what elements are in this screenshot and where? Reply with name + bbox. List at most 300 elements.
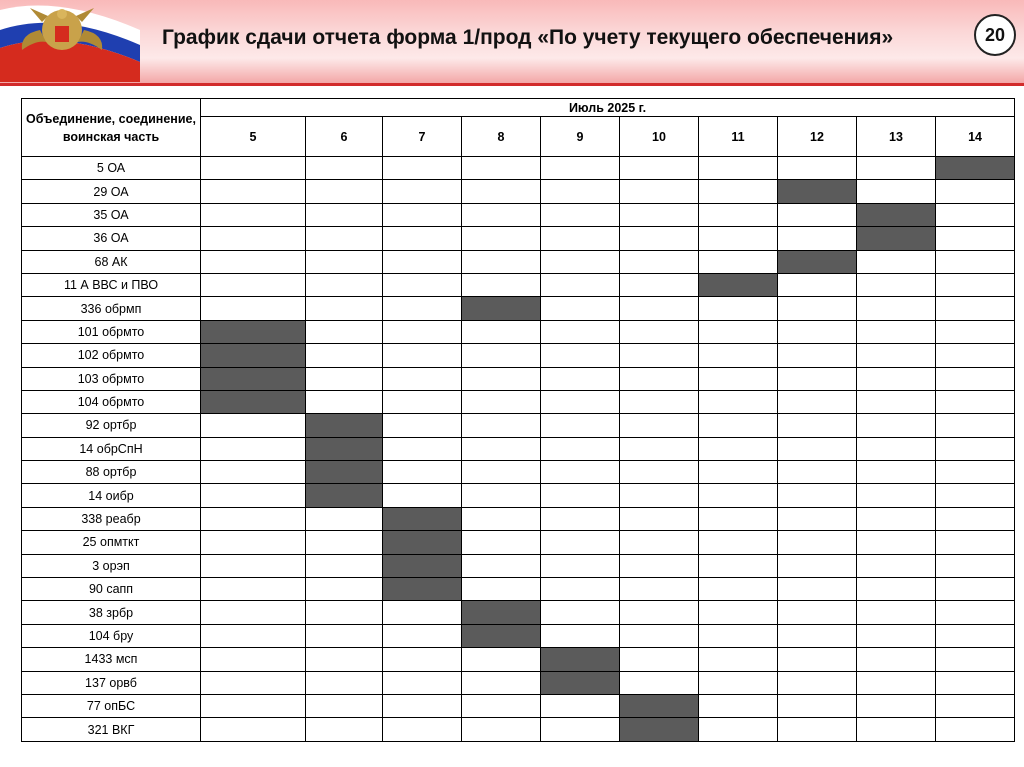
day-cell <box>699 227 778 250</box>
day-cell <box>306 367 383 390</box>
day-cell <box>857 180 936 203</box>
day-cell <box>462 671 541 694</box>
day-cell <box>778 648 857 671</box>
unit-name-cell: 3 орэп <box>22 554 201 577</box>
day-cell <box>462 344 541 367</box>
day-cell <box>462 157 541 180</box>
unit-name-cell: 68 АК <box>22 250 201 273</box>
table-row <box>22 227 1015 250</box>
day-cell <box>201 554 306 577</box>
unit-name-cell: 14 обрСпН <box>22 437 201 460</box>
day-cell <box>383 694 462 717</box>
day-cell <box>699 484 778 507</box>
day-cell <box>541 507 620 530</box>
day-cell <box>620 484 699 507</box>
day-cell <box>699 344 778 367</box>
day-header-7: 7 <box>383 117 462 157</box>
scheduled-day-cell <box>383 507 462 530</box>
day-cell <box>699 367 778 390</box>
day-cell <box>620 180 699 203</box>
unit-name-cell: 338 реабр <box>22 507 201 530</box>
table-row <box>22 414 1015 437</box>
day-cell <box>306 648 383 671</box>
day-cell <box>306 203 383 226</box>
day-cell <box>541 273 620 296</box>
schedule-body <box>22 157 1015 742</box>
day-cell <box>462 250 541 273</box>
scheduled-day-cell <box>620 694 699 717</box>
day-cell <box>936 461 1015 484</box>
day-cell <box>462 507 541 530</box>
day-cell <box>383 367 462 390</box>
day-cell <box>857 367 936 390</box>
day-cell <box>778 437 857 460</box>
table-row <box>22 390 1015 413</box>
day-cell <box>936 601 1015 624</box>
day-cell <box>541 250 620 273</box>
table-row <box>22 531 1015 554</box>
page-number-badge: 20 <box>974 14 1016 56</box>
day-cell <box>383 227 462 250</box>
day-cell <box>462 578 541 601</box>
day-cell <box>699 250 778 273</box>
day-cell <box>857 273 936 296</box>
day-cell <box>541 367 620 390</box>
scheduled-day-cell <box>541 648 620 671</box>
day-cell <box>936 578 1015 601</box>
day-cell <box>857 157 936 180</box>
day-cell <box>383 414 462 437</box>
day-cell <box>201 694 306 717</box>
day-header-14: 14 <box>936 117 1015 157</box>
day-cell <box>541 694 620 717</box>
day-cell <box>462 227 541 250</box>
day-cell <box>383 250 462 273</box>
day-cell <box>462 180 541 203</box>
day-cell <box>936 437 1015 460</box>
day-cell <box>541 227 620 250</box>
day-cell <box>857 250 936 273</box>
day-cell <box>201 203 306 226</box>
day-cell <box>699 718 778 741</box>
day-cell <box>936 531 1015 554</box>
day-cell <box>778 718 857 741</box>
day-cell <box>201 718 306 741</box>
table-row <box>22 367 1015 390</box>
day-cell <box>778 390 857 413</box>
day-cell <box>778 203 857 226</box>
day-cell <box>778 461 857 484</box>
day-cell <box>699 180 778 203</box>
day-cell <box>857 414 936 437</box>
day-cell <box>383 344 462 367</box>
scheduled-day-cell <box>620 718 699 741</box>
day-cell <box>778 624 857 647</box>
day-cell <box>936 624 1015 647</box>
table-row <box>22 484 1015 507</box>
day-cell <box>383 601 462 624</box>
scheduled-day-cell <box>462 624 541 647</box>
day-cell <box>462 390 541 413</box>
unit-name-cell: 104 обрмто <box>22 390 201 413</box>
day-cell <box>306 601 383 624</box>
day-cell <box>857 718 936 741</box>
table-row <box>22 344 1015 367</box>
unit-name-cell: 11 А ВВС и ПВО <box>22 273 201 296</box>
unit-name-cell: 104 бру <box>22 624 201 647</box>
day-cell <box>620 507 699 530</box>
day-cell <box>541 344 620 367</box>
scheduled-day-cell <box>383 554 462 577</box>
day-cell <box>620 671 699 694</box>
day-cell <box>306 390 383 413</box>
day-cell <box>857 320 936 343</box>
unit-name-cell: 90 сапп <box>22 578 201 601</box>
day-cell <box>699 601 778 624</box>
day-cell <box>936 694 1015 717</box>
day-cell <box>306 250 383 273</box>
day-cell <box>201 250 306 273</box>
day-header-13: 13 <box>857 117 936 157</box>
day-cell <box>383 320 462 343</box>
day-cell <box>936 390 1015 413</box>
day-cell <box>201 648 306 671</box>
scheduled-day-cell <box>541 671 620 694</box>
scheduled-day-cell <box>383 531 462 554</box>
day-cell <box>699 578 778 601</box>
unit-name-cell: 336 обрмп <box>22 297 201 320</box>
day-cell <box>778 671 857 694</box>
day-cell <box>620 437 699 460</box>
day-cell <box>462 554 541 577</box>
day-cell <box>541 554 620 577</box>
scheduled-day-cell <box>857 227 936 250</box>
scheduled-day-cell <box>383 578 462 601</box>
table-row <box>22 437 1015 460</box>
day-cell <box>936 414 1015 437</box>
day-cell <box>699 531 778 554</box>
day-cell <box>541 437 620 460</box>
day-cell <box>936 554 1015 577</box>
day-cell <box>699 203 778 226</box>
day-cell <box>541 414 620 437</box>
day-cell <box>462 320 541 343</box>
day-cell <box>383 671 462 694</box>
day-cell <box>778 578 857 601</box>
unit-name-cell: 77 опБС <box>22 694 201 717</box>
unit-name-cell: 321 ВКГ <box>22 718 201 741</box>
day-cell <box>778 554 857 577</box>
day-cell <box>936 344 1015 367</box>
day-cell <box>699 694 778 717</box>
day-cell <box>699 507 778 530</box>
table-row <box>22 624 1015 647</box>
page-title: График сдачи отчета форма 1/прод «По учету текущего обеспечения» <box>162 26 894 49</box>
day-cell <box>778 694 857 717</box>
day-cell <box>620 250 699 273</box>
day-cell <box>201 414 306 437</box>
day-cell <box>936 320 1015 343</box>
day-cell <box>306 624 383 647</box>
day-cell <box>462 437 541 460</box>
day-cell <box>306 531 383 554</box>
day-cell <box>306 507 383 530</box>
day-cell <box>541 390 620 413</box>
day-cell <box>383 297 462 320</box>
day-cell <box>857 437 936 460</box>
day-cell <box>936 273 1015 296</box>
month-header: Июль 2025 г. <box>201 99 1015 117</box>
day-cell <box>857 507 936 530</box>
day-cell <box>201 227 306 250</box>
day-cell <box>936 484 1015 507</box>
day-cell <box>541 624 620 647</box>
scheduled-day-cell <box>462 601 541 624</box>
day-cell <box>699 414 778 437</box>
day-cell <box>383 718 462 741</box>
day-cell <box>857 671 936 694</box>
scheduled-day-cell <box>201 390 306 413</box>
table-row <box>22 203 1015 226</box>
day-cell <box>778 344 857 367</box>
table-row <box>22 180 1015 203</box>
unit-column-header: Объединение, соединение, воинская часть <box>22 99 201 157</box>
day-cell <box>201 180 306 203</box>
day-cell <box>857 531 936 554</box>
day-cell <box>541 157 620 180</box>
day-cell <box>306 227 383 250</box>
table-row <box>22 648 1015 671</box>
day-cell <box>201 437 306 460</box>
day-cell <box>462 718 541 741</box>
day-cell <box>699 624 778 647</box>
schedule-table <box>21 98 1015 742</box>
unit-name-cell: 137 орвб <box>22 671 201 694</box>
day-cell <box>699 320 778 343</box>
day-cell <box>857 694 936 717</box>
day-cell <box>857 484 936 507</box>
unit-name-cell: 14 оибр <box>22 484 201 507</box>
day-cell <box>306 273 383 296</box>
day-cell <box>541 320 620 343</box>
unit-name-cell: 25 опмткт <box>22 531 201 554</box>
day-cell <box>778 297 857 320</box>
table-row <box>22 578 1015 601</box>
day-cell <box>201 484 306 507</box>
day-cell <box>462 648 541 671</box>
day-cell <box>936 367 1015 390</box>
day-cell <box>620 273 699 296</box>
day-cell <box>620 227 699 250</box>
day-cell <box>699 554 778 577</box>
day-cell <box>778 414 857 437</box>
scheduled-day-cell <box>936 157 1015 180</box>
unit-name-cell: 35 ОА <box>22 203 201 226</box>
day-cell <box>936 718 1015 741</box>
day-cell <box>857 624 936 647</box>
day-cell <box>936 648 1015 671</box>
day-cell <box>620 390 699 413</box>
table-row <box>22 694 1015 717</box>
day-cell <box>936 203 1015 226</box>
table-row <box>22 554 1015 577</box>
day-cell <box>306 694 383 717</box>
day-cell <box>620 578 699 601</box>
day-cell <box>936 507 1015 530</box>
day-cell <box>306 554 383 577</box>
day-cell <box>462 273 541 296</box>
day-cell <box>541 718 620 741</box>
day-cell <box>620 461 699 484</box>
scheduled-day-cell <box>201 320 306 343</box>
day-cell <box>462 203 541 226</box>
day-cell <box>383 157 462 180</box>
day-cell <box>936 180 1015 203</box>
day-cell <box>936 297 1015 320</box>
day-cell <box>201 578 306 601</box>
day-cell <box>620 157 699 180</box>
day-cell <box>306 157 383 180</box>
day-cell <box>778 273 857 296</box>
day-cell <box>541 297 620 320</box>
scheduled-day-cell <box>306 414 383 437</box>
day-cell <box>306 671 383 694</box>
day-cell <box>936 671 1015 694</box>
table-row <box>22 297 1015 320</box>
day-header-12: 12 <box>778 117 857 157</box>
day-cell <box>462 461 541 484</box>
day-cell <box>699 461 778 484</box>
unit-name-cell: 29 ОА <box>22 180 201 203</box>
day-cell <box>857 601 936 624</box>
day-cell <box>383 484 462 507</box>
day-cell <box>699 648 778 671</box>
day-cell <box>778 531 857 554</box>
day-cell <box>699 157 778 180</box>
unit-name-cell: 103 обрмто <box>22 367 201 390</box>
day-cell <box>620 297 699 320</box>
day-cell <box>201 531 306 554</box>
unit-name-cell: 88 ортбр <box>22 461 201 484</box>
day-cell <box>383 273 462 296</box>
day-cell <box>620 344 699 367</box>
scheduled-day-cell <box>699 273 778 296</box>
day-header-9: 9 <box>541 117 620 157</box>
day-cell <box>620 531 699 554</box>
day-cell <box>383 648 462 671</box>
unit-name-cell: 102 обрмто <box>22 344 201 367</box>
day-cell <box>541 461 620 484</box>
table-row <box>22 671 1015 694</box>
day-cell <box>201 461 306 484</box>
day-cell <box>699 297 778 320</box>
day-cell <box>383 203 462 226</box>
day-cell <box>936 250 1015 273</box>
day-cell <box>383 461 462 484</box>
unit-name-cell: 1433 мсп <box>22 648 201 671</box>
table-row <box>22 273 1015 296</box>
day-cell <box>306 718 383 741</box>
day-cell <box>201 624 306 647</box>
day-cell <box>620 601 699 624</box>
scheduled-day-cell <box>306 461 383 484</box>
day-cell <box>383 180 462 203</box>
day-cell <box>857 297 936 320</box>
day-cell <box>383 437 462 460</box>
day-cell <box>541 531 620 554</box>
day-cell <box>620 648 699 671</box>
table-row <box>22 157 1015 180</box>
unit-name-cell: 5 ОА <box>22 157 201 180</box>
day-cell <box>857 554 936 577</box>
day-header-11: 11 <box>699 117 778 157</box>
unit-name-cell: 36 ОА <box>22 227 201 250</box>
day-cell <box>541 484 620 507</box>
flag-emblem-icon <box>0 0 140 82</box>
day-cell <box>620 414 699 437</box>
table-row <box>22 461 1015 484</box>
day-cell <box>857 344 936 367</box>
day-cell <box>857 390 936 413</box>
day-cell <box>201 157 306 180</box>
day-cell <box>778 157 857 180</box>
unit-name-cell: 38 зрбр <box>22 601 201 624</box>
day-cell <box>201 297 306 320</box>
day-cell <box>620 320 699 343</box>
scheduled-day-cell <box>857 203 936 226</box>
day-cell <box>699 671 778 694</box>
day-cell <box>541 203 620 226</box>
day-header-6: 6 <box>306 117 383 157</box>
table-row <box>22 250 1015 273</box>
day-cell <box>306 320 383 343</box>
day-cell <box>306 344 383 367</box>
table-row <box>22 320 1015 343</box>
table-row <box>22 718 1015 741</box>
day-cell <box>462 367 541 390</box>
day-cell <box>383 390 462 413</box>
scheduled-day-cell <box>778 180 857 203</box>
day-cell <box>857 648 936 671</box>
day-cell <box>699 390 778 413</box>
day-cell <box>778 227 857 250</box>
table-row <box>22 507 1015 530</box>
day-cell <box>620 367 699 390</box>
day-cell <box>778 507 857 530</box>
day-cell <box>306 180 383 203</box>
day-cell <box>462 531 541 554</box>
day-cell <box>201 671 306 694</box>
unit-name-cell: 92 ортбр <box>22 414 201 437</box>
day-cell <box>541 180 620 203</box>
day-cell <box>201 601 306 624</box>
scheduled-day-cell <box>462 297 541 320</box>
day-cell <box>620 203 699 226</box>
day-cell <box>857 578 936 601</box>
day-cell <box>936 227 1015 250</box>
slide-header <box>0 0 1024 86</box>
day-cell <box>699 437 778 460</box>
unit-name-cell: 101 обрмто <box>22 320 201 343</box>
day-cell <box>462 694 541 717</box>
day-cell <box>383 624 462 647</box>
scheduled-day-cell <box>201 344 306 367</box>
day-header-5: 5 <box>201 117 306 157</box>
day-cell <box>541 578 620 601</box>
scheduled-day-cell <box>778 250 857 273</box>
day-cell <box>778 601 857 624</box>
table-row <box>22 601 1015 624</box>
